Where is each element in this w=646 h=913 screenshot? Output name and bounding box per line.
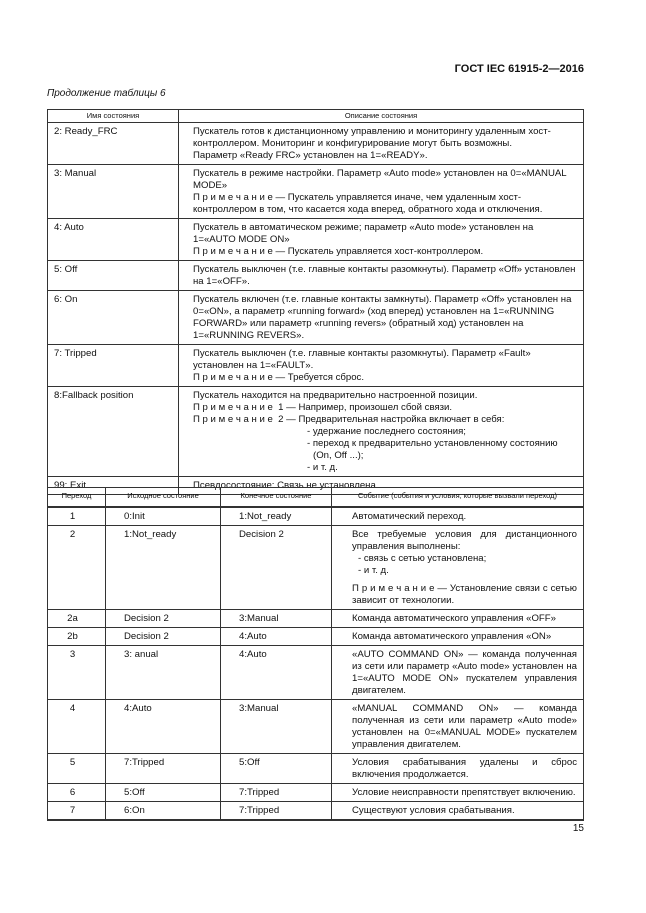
source-state: 7:Tripped bbox=[106, 754, 221, 784]
transition-event: Команда автоматического управления «ON» bbox=[332, 628, 584, 646]
note-text: — Предварительная настройка включает в себя: bbox=[283, 414, 505, 425]
column-header-transition: Переход bbox=[48, 488, 106, 508]
table-row bbox=[48, 387, 584, 477]
list-item: - переход к предварительно установленному состоянию bbox=[307, 438, 558, 449]
note-text: — Например, произошел сбой связи. bbox=[283, 402, 453, 413]
description-text: Параметр «Ready FRC» установлен на 1=«READY». bbox=[193, 150, 428, 161]
state-description bbox=[179, 387, 584, 477]
target-state: 7:Tripped bbox=[221, 784, 332, 802]
target-state: 4:Auto bbox=[221, 628, 332, 646]
description-text: Пускатель в режиме настройки. Параметр «Auto mode» установлен на 0=«MANUAL MODE» bbox=[193, 168, 567, 191]
list-item: - удержание последнего состояния; bbox=[307, 426, 466, 437]
description-text: Пускатель выключен (т.е. главные контакты разомкнуты). Параметр «Off» установлен на 1=«OFF». bbox=[193, 264, 576, 287]
table-row bbox=[48, 261, 584, 291]
transition-id: 2a bbox=[48, 610, 106, 628]
state-description bbox=[179, 291, 584, 345]
state-name: 99: Exit bbox=[48, 477, 179, 495]
description-text: Пускатель включен (т.е. главные контакты замкнуты). Параметр «Off» установлен на 0=«ON», а параметр «running forward» (ход вперед) установлен на 1=«RUNNING FORWARD» или параметр «running revers» (обратный ход) установлен на 1=«RUNNING REVERS». bbox=[193, 294, 572, 341]
note bbox=[187, 402, 578, 414]
target-state: 3:Manual bbox=[221, 700, 332, 754]
transition-event: «MANUAL COMMAND ON» — команда полученная из сети или параметр «Auto mode» установлен на 0=«MANUAL MODE» пускателем управления двигателем. bbox=[332, 700, 584, 754]
state-name: 2: Ready_FRC bbox=[48, 123, 179, 165]
source-state: 0:Init bbox=[106, 507, 221, 526]
note-text: — Требуется сброс. bbox=[272, 372, 365, 383]
note bbox=[352, 583, 577, 607]
transition-event: Команда автоматического управления «OFF» bbox=[332, 610, 584, 628]
target-state: 4:Auto bbox=[221, 646, 332, 700]
transition-id: 6 bbox=[48, 784, 106, 802]
list-item: (On, Off ...); bbox=[313, 450, 364, 461]
table-row bbox=[48, 507, 584, 526]
description-text: Псевдосостояние: Связь не установлена. bbox=[193, 480, 379, 491]
state-name: 3: Manual bbox=[48, 165, 179, 219]
note-text: — Пускатель управляется хост-контроллером. bbox=[272, 246, 484, 257]
transition-id: 1 bbox=[48, 507, 106, 526]
transitions-table-header bbox=[48, 488, 584, 508]
column-header-target-state: Конечное состояние bbox=[221, 488, 332, 508]
standard-header: ГОСТ IEC 61915-2—2016 bbox=[454, 63, 584, 75]
source-state: 4:Auto bbox=[106, 700, 221, 754]
list-item: - и т. д. bbox=[307, 462, 338, 473]
table-row bbox=[48, 526, 584, 610]
source-state: 6:On bbox=[106, 802, 221, 821]
column-header-event: Событие (события и условия, которые вызвали переход) bbox=[332, 488, 584, 508]
description-text: Пускатель готов к дистанционному управлению и мониторингу удаленным хост-контроллером. Мониторинг и конфигурирование могут быть возможны. bbox=[193, 126, 551, 149]
table-row bbox=[48, 291, 584, 345]
description-text: Пускатель в автоматическом режиме; параметр «Auto mode» установлен на 1=«AUTO MODE ON» bbox=[193, 222, 534, 245]
table-row bbox=[48, 123, 584, 165]
state-name: 6: On bbox=[48, 291, 179, 345]
transition-id: 2 bbox=[48, 526, 106, 610]
state-name: 8:Fallback position bbox=[48, 387, 179, 477]
column-header-state-description: Описание состояния bbox=[179, 110, 584, 123]
state-description bbox=[179, 261, 584, 291]
table-row bbox=[48, 165, 584, 219]
source-state: Decision 2 bbox=[106, 610, 221, 628]
transition-id: 2b bbox=[48, 628, 106, 646]
target-state: 5:Off bbox=[221, 754, 332, 784]
transition-id: 7 bbox=[48, 802, 106, 821]
description-text: Пускатель выключен (т.е. главные контакты разомкнуты). Параметр «Fault» установлен на 1=«FAULT». bbox=[193, 348, 531, 371]
note-label: П р и м е ч а н и е bbox=[193, 372, 273, 383]
transition-id: 5 bbox=[48, 754, 106, 784]
table-row bbox=[48, 700, 584, 754]
list-item: - связь с сетью установлена; bbox=[358, 553, 487, 564]
table-row bbox=[48, 802, 584, 821]
column-header-state-name: Имя состояния bbox=[48, 110, 179, 123]
table-continuation-caption: Продолжение таблицы 6 bbox=[47, 88, 166, 99]
note-label: П р и м е ч а н и е bbox=[352, 583, 435, 594]
states-table-header bbox=[48, 110, 584, 123]
column-header-source-state: Исходное состояние bbox=[106, 488, 221, 508]
transition-event: Условия срабатывания удалены и сброс включения продолжается. bbox=[332, 754, 584, 784]
list-item: - и т. д. bbox=[358, 565, 389, 576]
transition-id: 3 bbox=[48, 646, 106, 700]
transition-event: Автоматический переход. bbox=[332, 507, 584, 526]
note bbox=[187, 414, 578, 426]
transitions-table bbox=[47, 487, 584, 821]
table-row bbox=[48, 754, 584, 784]
note bbox=[187, 192, 578, 216]
states-table bbox=[47, 109, 584, 495]
source-state: 5:Off bbox=[106, 784, 221, 802]
table-row bbox=[48, 646, 584, 700]
state-description bbox=[179, 219, 584, 261]
state-name: 4: Auto bbox=[48, 219, 179, 261]
state-description bbox=[179, 345, 584, 387]
transition-id: 4 bbox=[48, 700, 106, 754]
target-state: Decision 2 bbox=[221, 526, 332, 610]
note-label: П р и м е ч а н и е 1 bbox=[193, 402, 284, 413]
note bbox=[187, 246, 578, 258]
target-state: 3:Manual bbox=[221, 610, 332, 628]
source-state: Decision 2 bbox=[106, 628, 221, 646]
note-label: П р и м е ч а н и е bbox=[193, 192, 273, 203]
target-state: 7:Tripped bbox=[221, 802, 332, 821]
note bbox=[187, 372, 578, 384]
note-text: — Установление связи с сетью зависит от технологии. bbox=[352, 583, 577, 606]
description-text: Пускатель находится на предварительно настроенной позиции. bbox=[193, 390, 478, 401]
page-number: 15 bbox=[572, 823, 584, 834]
state-description bbox=[179, 123, 584, 165]
note-text: — Пускатель управляется иначе, чем удаленным хост-контроллером в том, что касается хода вперед, обратного хода и отключения. bbox=[193, 192, 543, 215]
state-name: 7: Tripped bbox=[48, 345, 179, 387]
table-row bbox=[48, 345, 584, 387]
transition-event bbox=[332, 526, 584, 610]
table-row bbox=[48, 610, 584, 628]
note-label: П р и м е ч а н и е 2 bbox=[193, 414, 284, 425]
event-text: Все требуемые условия для дистанционного управления выполнены: bbox=[352, 529, 577, 552]
table-row bbox=[48, 628, 584, 646]
source-state: 1:Not_ready bbox=[106, 526, 221, 610]
transition-event: Условие неисправности препятствует включению. bbox=[332, 784, 584, 802]
target-state: 1:Not_ready bbox=[221, 507, 332, 526]
table-row bbox=[48, 784, 584, 802]
source-state: 3: anual bbox=[106, 646, 221, 700]
state-description bbox=[179, 165, 584, 219]
note-label: П р и м е ч а н и е bbox=[193, 246, 273, 257]
state-name: 5: Off bbox=[48, 261, 179, 291]
table-row bbox=[48, 219, 584, 261]
transition-event: «AUTO COMMAND ON» — команда полученная из сети или параметр «Auto mode» установлен на 1=«AUTO MODE ON» пускателем управления двигателем. bbox=[332, 646, 584, 700]
transition-event: Существуют условия срабатывания. bbox=[332, 802, 584, 821]
